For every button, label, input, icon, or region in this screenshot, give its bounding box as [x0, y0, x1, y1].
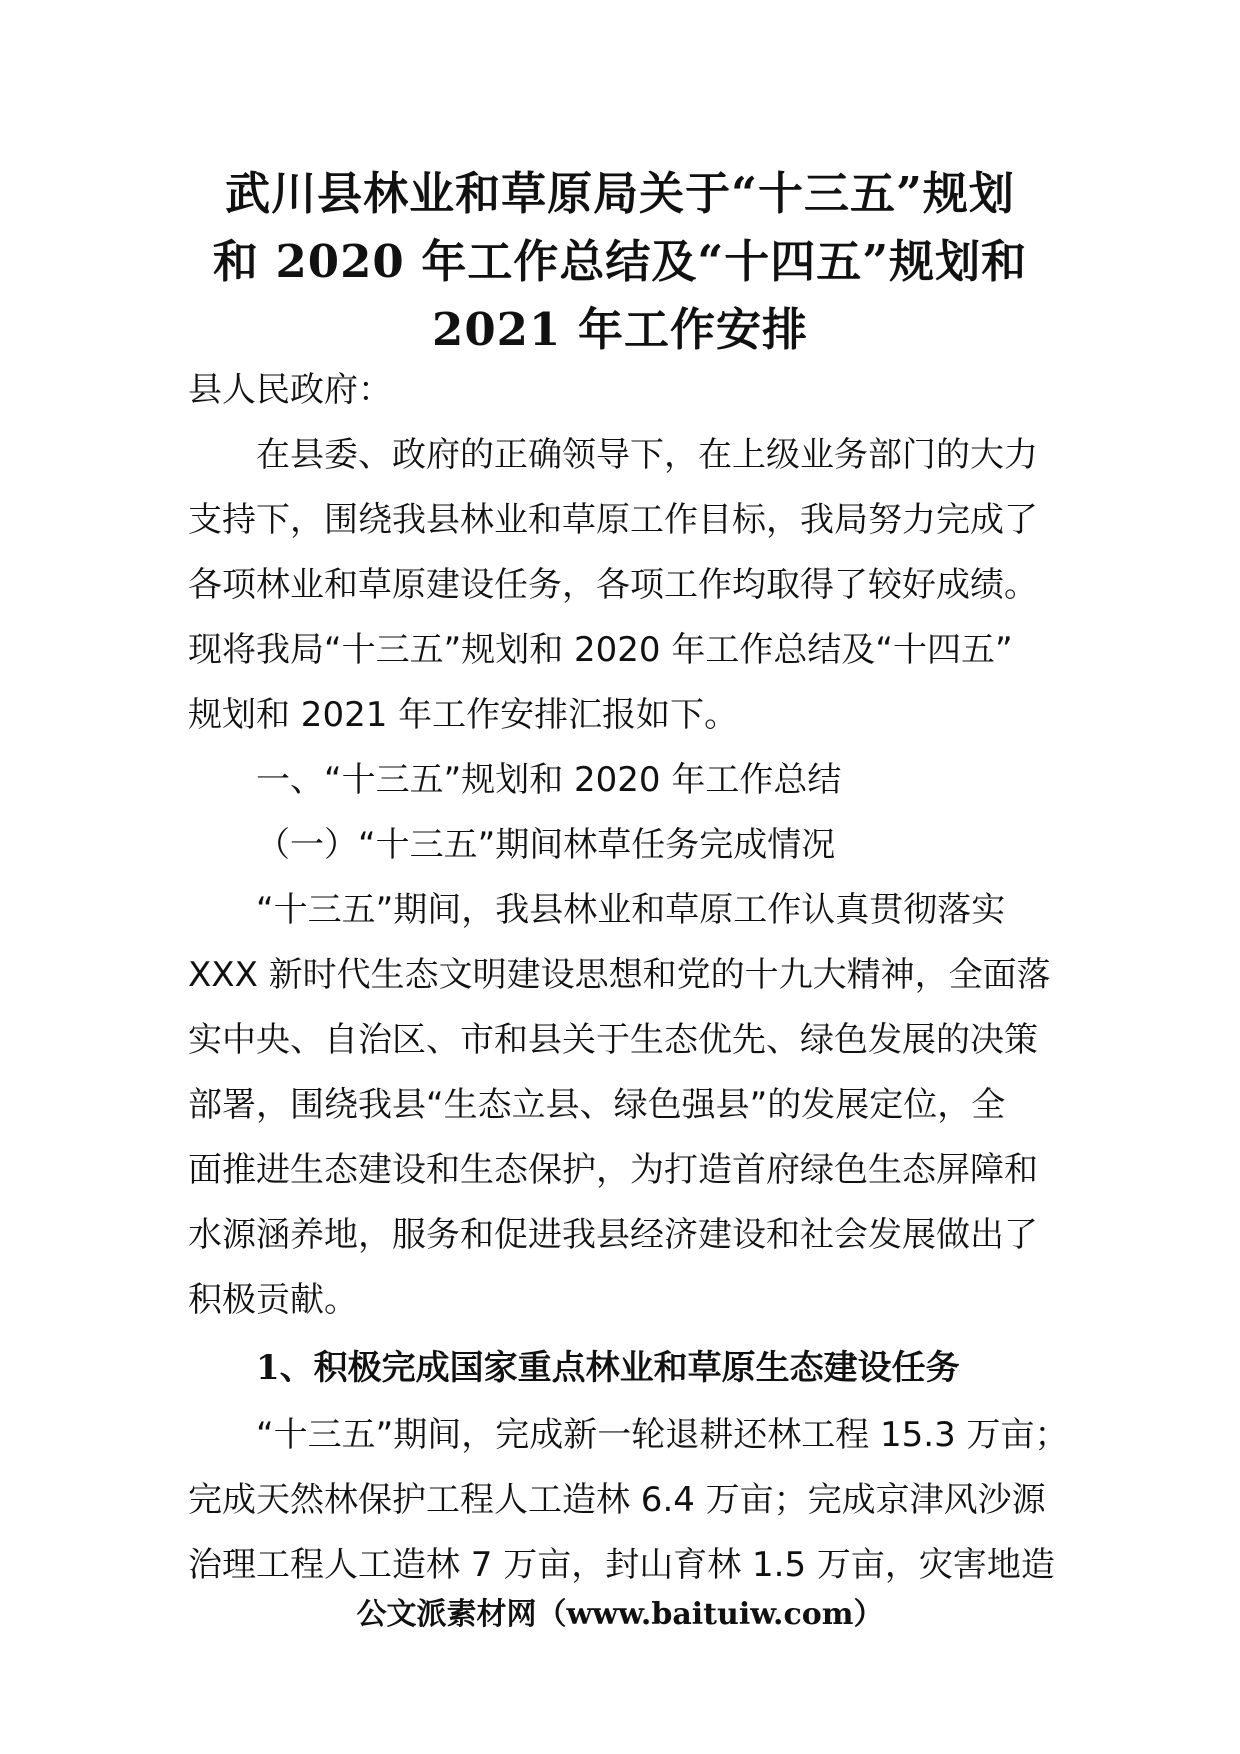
paragraph-2-line: 实中央、自治区、市和县关于生态优先、绿色发展的决策 [188, 1020, 1038, 1060]
title-line-3: 2021 年工作安排 [432, 303, 808, 356]
paragraph-1-line: 在县委、政府的正确领导下，在上级业务部门的大力 [256, 435, 1038, 475]
section-1-heading: 一、“十三五”规划和 2020 年工作总结 [256, 760, 842, 800]
paragraph-2-line: 部署，围绕我县“生态立县、绿色强县”的发展定位，全 [188, 1085, 1006, 1125]
item-1-heading: 1、积极完成国家重点林业和草原生态建设任务 [256, 1348, 960, 1388]
salutation: 县人民政府： [188, 370, 392, 410]
paragraph-2-line: 面推进生态建设和生态保护，为打造首府绿色生态屏障和 [188, 1150, 1038, 1190]
paragraph-1-line: 支持下，围绕我县林业和草原工作目标，我局努力完成了 [188, 500, 1038, 540]
paragraph-1-line: 规划和 2021 年工作安排汇报如下。 [188, 695, 739, 735]
document-body [188, 358, 1068, 1598]
paragraph-1-line: 各项林业和草原建设任务，各项工作均取得了较好成绩。 [188, 565, 1038, 605]
title-line-1: 武川县林业和草原局关于“十三五”规划 [225, 167, 1015, 220]
subsection-1-heading: （一）“十三五”期间林草任务完成情况 [256, 825, 836, 865]
paragraph-3-line: 治理工程人工造林 7 万亩，封山育林 1.5 万亩，灾害地造 [188, 1545, 1055, 1585]
paragraph-1-line: 现将我局“十三五”规划和 2020 年工作总结及“十四五” [188, 630, 1013, 670]
paragraph-3-line: “十三五”期间，完成新一轮退耕还林工程 15.3 万亩； [256, 1415, 1069, 1455]
document-title [190, 160, 1050, 364]
paragraph-2-line: XXX 新时代生态文明建设思想和党的十九大精神，全面落 [188, 955, 1051, 995]
paragraph-3-line: 完成天然林保护工程人工造林 6.4 万亩；完成京津风沙源 [188, 1480, 1046, 1520]
paragraph-2-line: 水源涵养地，服务和促进我县经济建设和社会发展做出了 [188, 1215, 1038, 1255]
paragraph-2-line: “十三五”期间，我县林业和草原工作认真贯彻落实 [256, 890, 1006, 930]
page-footer: 公文派素材网（www.baituiw.com） [356, 1597, 884, 1632]
title-line-2: 和 2020 年工作总结及“十四五”规划和 [212, 235, 1028, 288]
paragraph-2-line: 积极贡献。 [188, 1280, 358, 1320]
